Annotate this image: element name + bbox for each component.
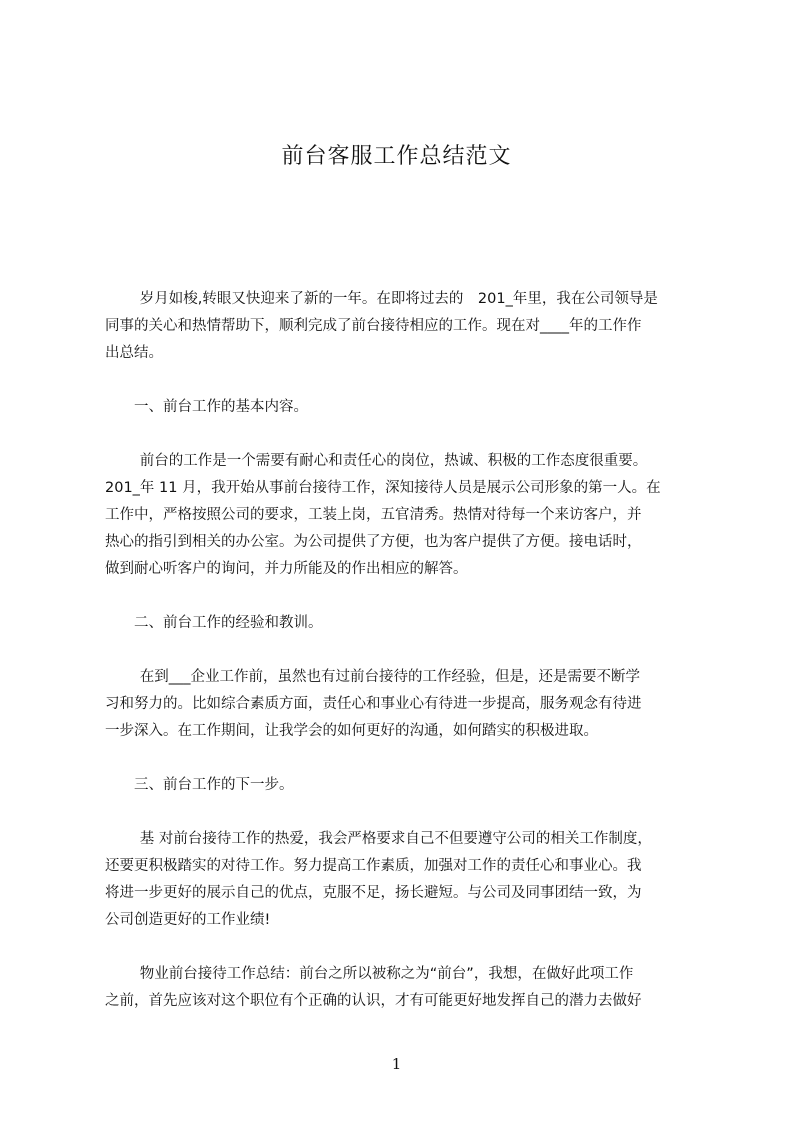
text-line: 出总结。	[105, 345, 163, 361]
text-line: 做到耐心听客户的询问，并力所能及的作出相应的解答。	[105, 561, 468, 577]
paragraph-intro	[105, 286, 697, 367]
text-line: 基 对前台接待工作的热爱，我会严格要求自己不但要遵守公司的相关工作制度，	[139, 831, 652, 847]
section-heading-2: 二、前台工作的经验和教训。	[134, 615, 323, 631]
text-line: 工作中，严格按照公司的要求，工装上岗，五官清秀。热情对待每一个来访客户，并	[105, 507, 642, 523]
text-line: 习和努力的。比如综合素质方面，责任心和事业心有待进一步提高，服务观念有待进	[105, 696, 642, 712]
text-line: 201_年 11 月，我开始从事前台接待工作，深知接待人员是展示公司形象的第一人。在	[105, 480, 661, 496]
text-line: 在到___企业工作前，虽然也有过前台接待的工作经验，但是，还是需要不断学	[139, 669, 641, 685]
text-line: 热心的指引到相关的办公室。为公司提供了方便，也为客户提供了方便。接电话时，	[105, 534, 642, 550]
text-line: 还要更积极踏实的对待工作。努力提高工作素质，加强对工作的责任心和事业心。我	[105, 858, 642, 874]
paragraph-next-steps	[105, 826, 697, 934]
text-line: 物业前台接待工作总结：前台之所以被称之为“前台”，我想，在做好此项工作	[139, 966, 634, 982]
text-line: 之前，首先应该对这个职位有个正确的认识，才有可能更好地发挥自己的潜力去做好	[105, 993, 642, 1009]
text-line: 同事的关心和热情帮助下，顺利完成了前台接待相应的工作。现在对____年的工作作	[105, 318, 642, 334]
paragraph-basic-content	[105, 448, 697, 583]
text-line: 前台的工作是一个需要有耐心和责任心的岗位，热诚、积极的工作态度很重要。	[139, 453, 648, 469]
text-line: 将进一步更好的展示自己的优点，克服不足，扬长避短。与公司及同事团结一致，为	[105, 885, 642, 901]
page-number: 1	[391, 1055, 402, 1073]
text-line: 岁月如梭,转眼又快迎来了新的一年。在即将过去的 201_年里，我在公司领导是	[139, 291, 658, 307]
document-title: 前台客服工作总结范文	[281, 144, 512, 169]
paragraph-property-reception	[105, 961, 697, 1015]
section-heading-1: 一、前台工作的基本内容。	[134, 399, 308, 415]
paragraph-experience	[105, 664, 697, 745]
section-heading-3: 三、前台工作的下一步。	[134, 777, 294, 793]
document-body	[105, 286, 697, 1042]
text-line: 公司创造更好的工作业绩!	[105, 912, 271, 928]
text-line: 一步深入。在工作期间，让我学会的如何更好的沟通，如何踏实的积极进取。	[105, 723, 598, 739]
